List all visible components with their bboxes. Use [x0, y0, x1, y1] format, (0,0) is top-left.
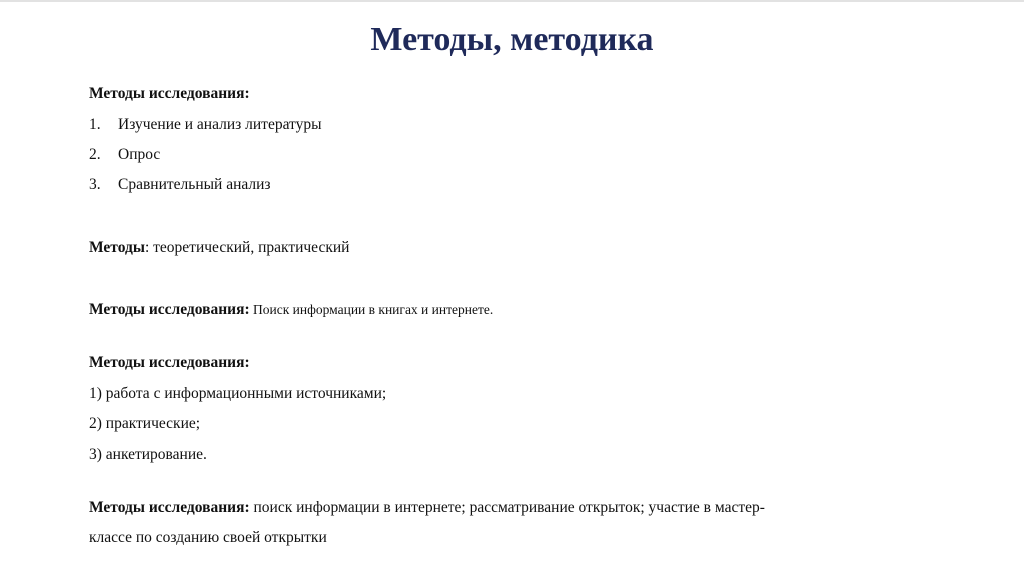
- methods-label: Методы: [89, 239, 145, 256]
- list-item: [89, 175, 271, 195]
- list-item: [89, 115, 322, 135]
- research-methods-paragraph: [89, 300, 493, 320]
- methods-paragraph: [89, 238, 349, 258]
- block5-text: поиск информации в интернете; рассматривание открыток; участие в мастер-: [249, 499, 765, 516]
- list-item-number: 1.: [89, 116, 101, 133]
- list-item: [89, 145, 160, 165]
- block1-heading: Методы исследования:: [89, 85, 250, 102]
- block5-paragraph-line2: классе по созданию своей открытки: [89, 529, 327, 546]
- list-item: 3) анкетирование.: [89, 446, 207, 463]
- page-title: Методы, методика: [370, 21, 654, 58]
- list-item: 2) практические;: [89, 415, 201, 432]
- methods-text: : теоретический, практический: [144, 239, 350, 256]
- list-item-text: Сравнительный анализ: [118, 176, 271, 193]
- list-item: 1) работа с информационными источниками;: [89, 385, 387, 402]
- block4-heading: Методы исследования:: [89, 354, 250, 371]
- list-item-text: Опрос: [118, 146, 161, 163]
- research-methods-text: Поиск информации в книгах и интернете.: [249, 302, 494, 317]
- top-divider: [0, 0, 1024, 2]
- list-item-number: 2.: [89, 146, 101, 163]
- list-item-number: 3.: [89, 176, 101, 193]
- block5-label: Методы исследования:: [89, 499, 250, 516]
- block5-paragraph-line1: [89, 498, 765, 518]
- research-methods-label: Методы исследования:: [89, 301, 250, 318]
- list-item-text: Изучение и анализ литературы: [118, 116, 322, 133]
